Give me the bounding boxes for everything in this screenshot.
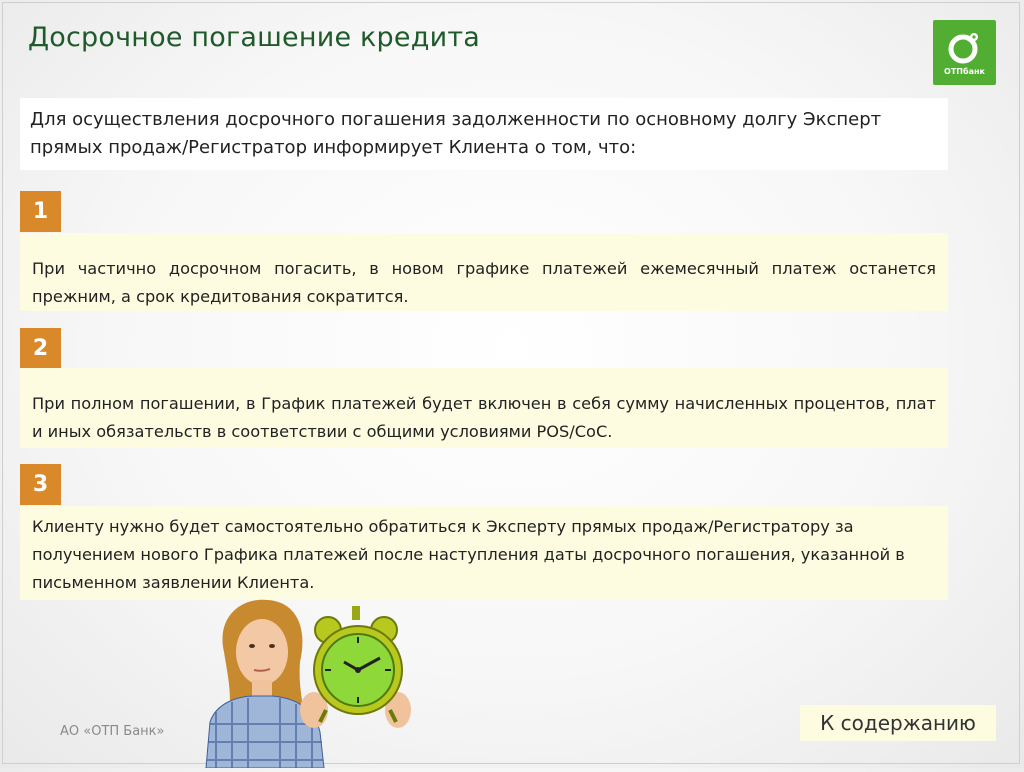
point-number-1: 1 — [20, 191, 61, 232]
point-number-2: 2 — [20, 328, 61, 369]
point-text-2: При полном погашении, в График платежей будет включен в себя сумму начисленных процентов, плат и иных обязательств в соответствии с общими условиями POS/CoC. — [20, 368, 948, 448]
point-text-3: Клиенту нужно будет самостоятельно обратиться к Эксперту прямых продаж/Регистратору за получением нового Графика платежей после наступления даты досрочного погашения, указанной в письменном заявлении Клиента. — [20, 506, 948, 600]
logo-text: ОТПбанк — [944, 67, 985, 76]
footer-company: АО «ОТП Банк» — [60, 724, 165, 739]
otp-logo-icon — [933, 20, 996, 85]
table-of-contents-button[interactable]: К содержанию — [800, 705, 996, 741]
page-title: Досрочное погашение кредита — [28, 22, 480, 53]
intro-text: Для осуществления досрочного погашения задолженности по основному долгу Эксперт прямых продаж/Регистратор информирует Клиента о том, что: — [20, 98, 948, 170]
woman-with-clock-illustration — [196, 592, 426, 772]
point-text-1: При частично досрочном погасить, в новом графике платежей ежемесячный платеж останется прежним, а срок кредитования сократится. — [20, 233, 948, 311]
point-number-3: 3 — [20, 464, 61, 505]
otp-logo-mark — [947, 30, 983, 66]
